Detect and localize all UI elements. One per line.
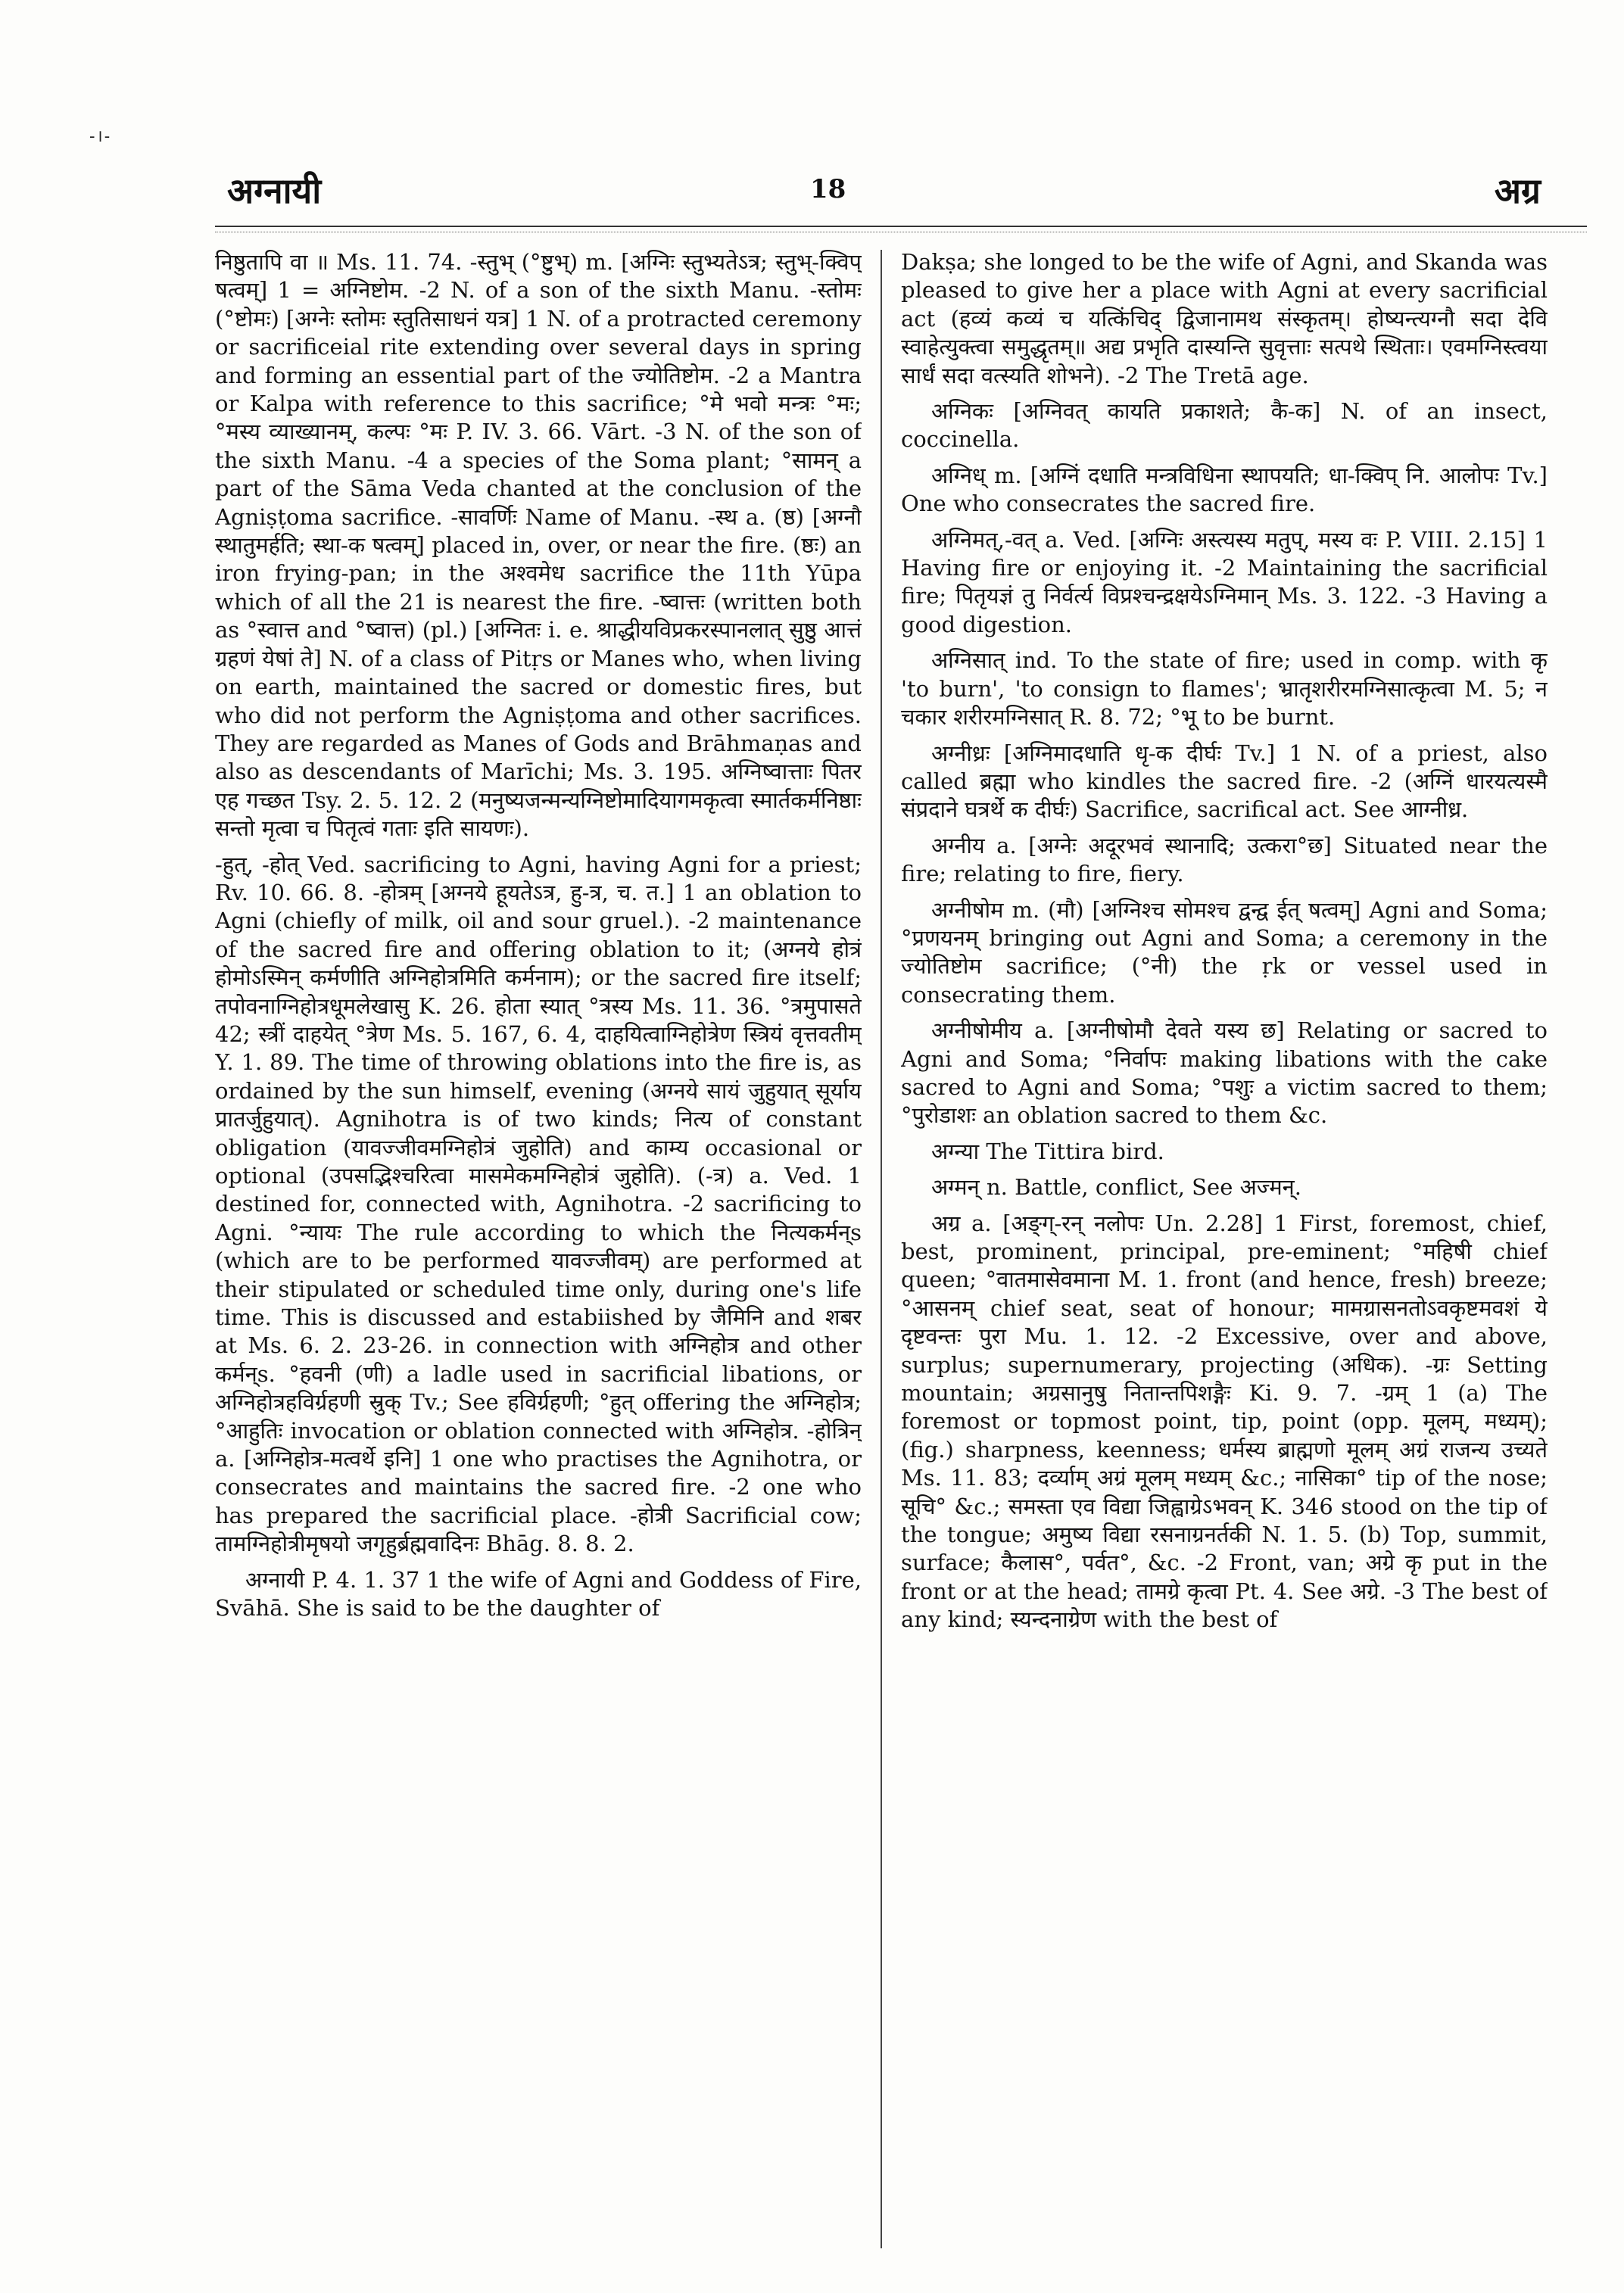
dictionary-entry: अग्निमत्,-वत् a. Ved. [अग्निः अस्त्यस्य मतुप्, मस्य वः P. VIII. 2.15] 1 Having fire or enjoying it. -2 Maintaining the sacrificial fire; पितृयज्ञं तु निर्वर्त्य विप्रश्चन्द्रक्षयेऽग्निमान् Ms. 3. 122. -3 Having a good digestion. <box>901 526 1548 637</box>
dictionary-entry: अग्नीषोम m. (मौ) [अग्निश्च सोमश्च द्वन्द्व ईत् षत्वम्] Agni and Soma; °प्रणयनम् bringing out Agni and Soma; a ceremony in the ज्योतिष्टोम sacrifice; (°नी) the ṛk or vessel used in consecrating them. <box>901 896 1548 1008</box>
dictionary-entry: अग्न्या The Tittira bird. <box>931 1138 1164 1164</box>
dictionary-entry: अग्र a. [अङ्ग्-रन् नलोपः Un. 2.28] 1 First, foremost, chief, best, prominent, principal, pre-eminent; °महिषी chief queen; °वातमासेवमाना M. 1. front (and hence, fresh) breeze; °आसनम् chief seat, seat of honour; मामग्रासनतोऽवकृष्टमवशं ये दृष्टवन्तः पुरा Mu. 1. 12. -2 Excessive, over and above, surplus; supernumerary, projecting (अधिक). -ग्रः Setting mountain; अग्रसानुषु नितान्तपिशङ्गैः Ki. 9. 7. -ग्रम् 1 (a) The foremost or topmost point, tip, point (opp. मूलम्, मध्यम्); (fig.) sharpness, keenness; धर्मस्य ब्राह्मणो मूलम् अग्रं राजन्य उच्यते Ms. 11. 83; दर्व्याम् अग्रं मूलम् मध्यम् &c.; नासिका° tip of the nose; सूचि° &c.; समस्ता एव विद्या जिह्वाग्रेऽभवन् K. 346 stood on the tip of the tongue; अमुष्य विद्या रसनाग्रनर्तकी N. 1. 5. (b) Top, summit, surface; कैलास°, पर्वत°, &c. -2 Front, van; अग्रे कृ put in the front or at the head; तामग्रे कृत्वा Pt. 4. See अग्रे. -3 The best of any kind; स्यन्दनाग्रेण with the best of <box>901 1210 1548 1633</box>
dictionary-entry: अग्मन् n. Battle, conflict, See अज्मन्. <box>931 1174 1301 1201</box>
dictionary-entry: अग्निसात् ind. To the state of fire; used in comp. with कृ 'to burn', 'to consign to flames'; भ्रातृशरीरमग्निसात्कृत्वा M. 5; न चकार शरीरमग्निसात् R. 8. 72; °भू to be burnt. <box>901 647 1548 731</box>
dictionary-entry: Dakṣa; she longed to be the wife of Agni, and Skanda was pleased to give her a place with Agni at every sacrificial act (हव्यं कव्यं च यत्किंचिद् द्विजानामथ संस्कृतम्। होष्यन्त्यग्नौ सदा देवि स्वाहेत्युक्त्वा समुद्धृतम्॥ अद्य प्रभृति दास्यन्ति सुवृत्ताः सत्पथे स्थिताः। एवमग्निस्त्वया सार्धं सदा वत्स्यति शोभने). -2 The Tretā age. <box>901 249 1548 388</box>
running-head-right: अग्र <box>1494 170 1541 211</box>
dictionary-entry: अग्नीय a. [अग्नेः अदूरभवं स्थानादि; उत्करा°छ] Situated near the fire; relating to fire, fiery. <box>901 832 1548 887</box>
right-column <box>901 248 1548 2247</box>
left-column <box>215 248 862 2247</box>
dictionary-entry: अग्नायी P. 4. 1. 37 1 the wife of Agni and Goddess of Fire, Svāhā. She is said to be the daughter of <box>215 1566 862 1622</box>
page-number: 18 <box>810 174 846 204</box>
column-divider <box>881 250 882 2248</box>
dictionary-entry: निष्ठुतापि वा ॥ Ms. 11. 74. -स्तुभ् (°ष्टुभ्) m. [अग्निः स्तुभ्यतेऽत्र; स्तुभ्-क्विप् षत्वम्] 1 = अग्निष्टोम. -2 N. of a son of the sixth Manu. -स्तोमः (°ष्टोमः) [अग्नेः स्तोमः स्तुतिसाधनं यत्र] 1 N. of a protracted ceremony or sacrificeial rite extending over several days in spring and forming an essential part of the ज्योतिष्टोम. -2 a Mantra or Kalpa with reference to this sacrifice; °मे भवो मन्त्रः °मः; °मस्य व्याख्यानम्, कल्पः °मः P. IV. 3. 66. Vārt. -3 N. of the son of the sixth Manu. -4 a species of the Soma plant; °सामन् a part of the Sāma Veda chanted at the conclusion of the Agniṣṭoma sacrifice. -सावर्णिः Name of Manu. -स्थ a. (ष्ठ) [अग्नौ स्थातुमर्हति; स्था-क षत्वम्] placed in, over, or near the fire. (ष्ठः) an iron frying-pan; in the अश्वमेध sacrifice the 11th Yūpa which of all the 21 is nearest the fire. -ष्वात्तः (written both as °स्वात्त and °ष्वात्त) (pl.) [अग्नितः i. e. श्राद्धीयविप्रकरस्पानलात् सुष्ठु आत्तं ग्रहणं येषां ते] N. of a class of Pitṛs or Manes who, when living on earth, maintained the sacred or domestic fires, but who did not perform the Agniṣṭoma and other sacrifices. They are regarded as Manes of Gods and Brāhmaṇas and also as descendants of Marīchi; Ms. 3. 195. अग्निष्वात्ताः पितर एह गच्छत Tsy. 2. 5. 12. 2 (मनुष्यजन्मन्यग्निष्टोमादियागमकृत्वा स्मार्तकर्मनिष्ठाः सन्तो मृत्वा च पितृत्वं गताः इति सायणः). <box>215 249 862 842</box>
dictionary-entry: अग्निकः [अग्निवत् कायति प्रकाशते; कै-क] N. of an insect, coccinella. <box>901 398 1548 453</box>
dictionary-entry: अग्नीषोमीय a. [अग्नीषोमौ देवते यस्य छ] Relating or sacred to Agni and Soma; °निर्वापः making libations with the cake sacred to Agni and Soma; °पशुः a victim sacred to them; °पुरोडाशः an oblation sacred to them &c. <box>901 1017 1548 1129</box>
dictionary-entry: अग्नीध्रः [अग्निमादधाति धृ-क दीर्घः Tv.] 1 N. of a priest, also called ब्रह्मा who kindles the sacred fire. -2 (अग्निं धारयत्यस्मै संप्रदाने घत्रर्थे क दीर्घः) Sacrifice, sacrifical act. See आग्नीध्र. <box>901 740 1548 823</box>
dictionary-entry: अग्निध् m. [अग्निं दधाति मन्त्रविधिना स्थापयति; धा-क्विप् नि. आलोपः Tv.] One who consecrates the sacred fire. <box>901 462 1548 517</box>
margin-mark: -।- <box>89 127 112 146</box>
dictionary-entry: -हुत्, -होत् Ved. sacrificing to Agni, having Agni for a priest; Rv. 10. 66. 8. -होत्रम् [अग्नये हूयतेऽत्र, हु-त्र, च. त.] 1 an oblation to Agni (chiefly of milk, oil and sour gruel.). -2 maintenance of the sacred fire and offering oblation to it; (अग्नये होत्रं होमोऽस्मिन् कर्मणीति अग्निहोत्रमिति कर्मनाम); or the sacred fire itself; तपोवनाग्निहोत्रधूमलेखासु K. 26. होता स्यात् °त्रस्य Ms. 11. 36. °त्रमुपासते 42; स्त्रीं दाहयेत् °त्रेण Ms. 5. 167, 6. 4, दाहयित्वाग्निहोत्रेण स्त्रियं वृत्तवतीम् Y. 1. 89. The time of throwing oblations into the fire is, as ordained by the sun himself, evening (अग्नये सायं जुहुयात् सूर्याय प्रातर्जुहुयात्). Agnihotra is of two kinds; नित्य of constant obligation (यावज्जीवमग्निहोत्रं जुहोति) and काम्य occasional or optional (उपसद्भिश्चरित्वा मासमेकमग्निहोत्रं जुहोति). (-त्र) a. Ved. 1 destined for, connected with, Agnihotra. -2 sacrificing to Agni. °न्यायः The rule according to which the नित्यकर्मन्s (which are to be performed यावज्जीवम्) are performed at their stipulated or scheduled time only, during one's life time. This is discussed and estabiished by जैमिनि and शबर at Ms. 6. 2. 23-26. in connection with अग्निहोत्र and other कर्मन्s. °हवनी (णी) a ladle used in sacrificial libations, or अग्निहोत्रहविर्ग्रहणी स्रुक् Tv.; See हविर्ग्रहणी; °हुत् offering the अग्निहोत्र; °आहुतिः invocation or oblation connected with अग्निहोत्र. -होत्रिन् a. [अग्निहोत्र-मत्वर्थे इनि] 1 one who practises the Agnihotra, or consecrates and maintains the sacred fire. -2 one who has prepared the sacrificial place. -होत्री Sacrificial cow; तामग्निहोत्रीमृषयो जगृहुर्ब्रह्मवादिनः Bhāg. 8. 8. 2. <box>215 851 862 1557</box>
header-rule <box>215 226 1587 227</box>
running-head-left: अग्नायी <box>227 170 322 211</box>
